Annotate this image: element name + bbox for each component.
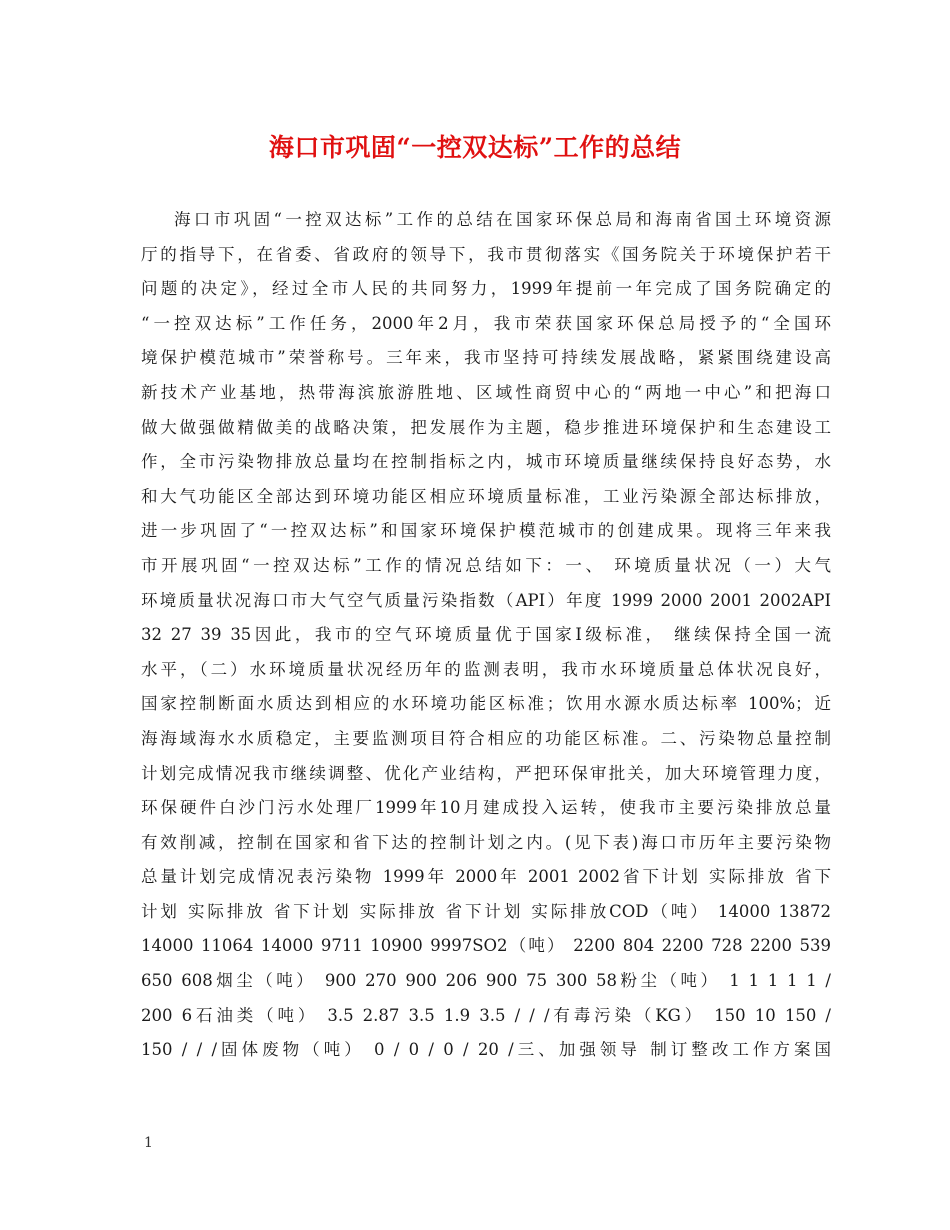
body-line: 新技术产业基地，热带海滨旅游胜地、区域性商贸中心的“两地一中心”和把海口 [141, 382, 831, 402]
body-line: 环境质量状况海口市大气空气质量污染指数（API）年度 1999 2000 2001 2002API [141, 590, 831, 610]
body-line: 国家控制断面水质达到相应的水环境功能区标准；饮用水源水质达标率 100%；近 [141, 694, 831, 714]
body-line: 和大气功能区全部达到环境功能区相应环境质量标准，工业污染源全部达标排放， [141, 486, 831, 506]
body-line: 进一步巩固了“一控双达标”和国家环境保护模范城市的创建成果。现将三年来我 [141, 521, 831, 541]
page-number: 1 [144, 1135, 153, 1151]
body-line: 市开展巩固“一控双达标”工作的情况总结如下：一、 环境质量状况（一）大气 [141, 555, 831, 575]
body-line: 作，全市污染物排放总量均在控制指标之内，城市环境质量继续保持良好态势，水 [141, 452, 831, 472]
body-line: 总量计划完成情况表污染物 1999年 2000年 2001 2002省下计划 实际排放 省下 [141, 867, 831, 887]
body-line: 计划 实际排放 省下计划 实际排放 省下计划 实际排放COD（吨） 14000 13872 [141, 901, 831, 921]
body-line: 做大做强做精做美的战略决策，把发展作为主题，稳步推进环境保护和生态建设工 [141, 417, 831, 437]
body-line: 32 27 39 35因此，我市的空气环境质量优于国家Ⅰ级标准， 继续保持全国一流 [141, 625, 831, 645]
body-line: 有效削减，控制在国家和省下达的控制计划之内。(见下表)海口市历年主要污染物 [141, 832, 831, 852]
body-line: 水平，（二）水环境质量状况经历年的监测表明，我市水环境质量总体状况良好， [141, 659, 831, 679]
body-line: “一控双达标”工作任务，2000年2月，我市荣获国家环保总局授予的“全国环 [141, 313, 831, 333]
body-line: 计划完成情况我市继续调整、优化产业结构，严把环保审批关，加大环境管理力度， [141, 763, 831, 783]
body-line: 14000 11064 14000 9711 10900 9997SO2（吨） 2200 804 2200 728 2200 539 [141, 936, 831, 956]
body-line: 海海域海水水质稳定，主要监测项目符合相应的功能区标准。二、污染物总量控制 [141, 728, 831, 748]
document-body [141, 203, 831, 1068]
body-line: 海口市巩固“一控双达标”工作的总结在国家环保总局和海南省国土环境资源 [174, 210, 831, 229]
document-title: 海口市巩固“一控双达标”工作的总结 [268, 133, 682, 162]
body-line: 150 / / /固体废物（吨） 0 / 0 / 0 / 20 /三、加强领导 制订整改工作方案国 [141, 1040, 831, 1060]
body-line: 200 6石油类（吨） 3.5 2.87 3.5 1.9 3.5 / / /有毒污染（KG） 150 10 150 / [141, 1005, 831, 1025]
body-line: 境保护模范城市”荣誉称号。三年来，我市坚持可持续发展战略，紧紧围绕建设高 [141, 348, 831, 368]
body-line: 问题的决定》，经过全市人民的共同努力，1999年提前一年完成了国务院确定的 [141, 279, 831, 299]
body-line: 650 608烟尘（吨） 900 270 900 206 900 75 300 58粉尘（吨） 1 1 1 1 1 / [141, 971, 831, 991]
body-line: 环保硬件白沙门污水处理厂1999年10月建成投入运转，使我市主要污染排放总量 [141, 798, 831, 818]
body-line: 厅的指导下，在省委、省政府的领导下，我市贯彻落实《国务院关于环境保护若干 [141, 244, 831, 264]
